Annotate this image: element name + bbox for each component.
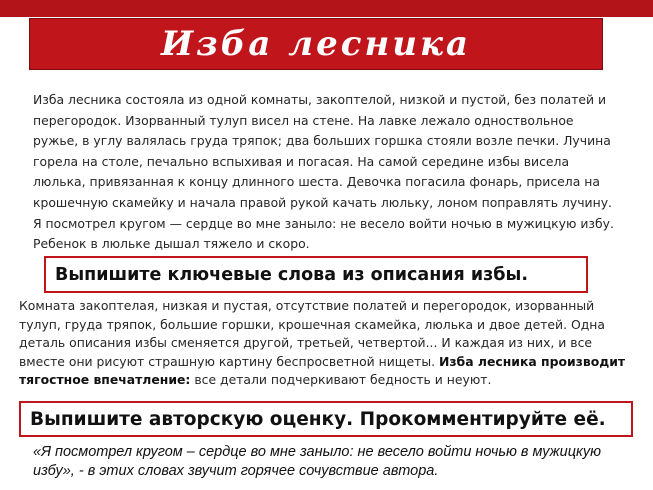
task-author-evaluation-label: Выпишите авторскую оценку. Прокомментируйте её. xyxy=(30,408,606,430)
answer-text-before: Комната закоптелая, низкая и пустая, отсутствие полатей и перегородок, изорванный тулуп, груда тряпок, большие горшки, крошечная скамейка, люлька и двое детей. Одна деталь описания избы сменяется другой, третьей, четвертой... И каждая из них, и все вместе они рисуют страшную картину беспросветной нищеты. xyxy=(19,298,606,369)
task-keywords-box xyxy=(44,256,588,293)
author-quote: «Я посмотрел кругом – сердце во мне заныло: не весело войти ночью в мужицкую избу», - в этих словах звучит горячее сочувствие автора. xyxy=(33,444,602,479)
answer-bold-conclusion: Изба лесника производит тягостное впечатление: xyxy=(19,353,626,387)
task-keywords-label: Выпишите ключевые слова из описания избы. xyxy=(55,264,528,285)
answer-text-after: все детали подчеркивают бедность и неуют. xyxy=(190,372,492,387)
task-author-evaluation-box xyxy=(19,401,633,437)
keywords-answer xyxy=(19,297,631,390)
top-accent-bar xyxy=(0,0,653,17)
title-banner xyxy=(29,18,603,70)
text-excerpt: Изба лесника состояла из одной комнаты, закоптелой, низкой и пустой, без полатей и перегородок. Изорванный тулуп висел на стене. На лавке лежало одноствольное ружье, в углу валялась груда тряпок; два больших горшка стояли возле печки. Лучина горела на столе, печально вспыхивая и погасая. На самой середине избы висела люлька, привязанная к концу длинного шеста. Девочка погасила фонарь, присела на крошечную скамейку и начала правой рукой качать люльку, лоном поправлять лучину. Я посмотрел кругом — сердце во мне заныло: не весело войти ночью в мужицкую избу. Ребенок в люльке дышал тяжело и скоро. xyxy=(33,92,614,252)
page-title: Изба лесника xyxy=(160,24,471,64)
